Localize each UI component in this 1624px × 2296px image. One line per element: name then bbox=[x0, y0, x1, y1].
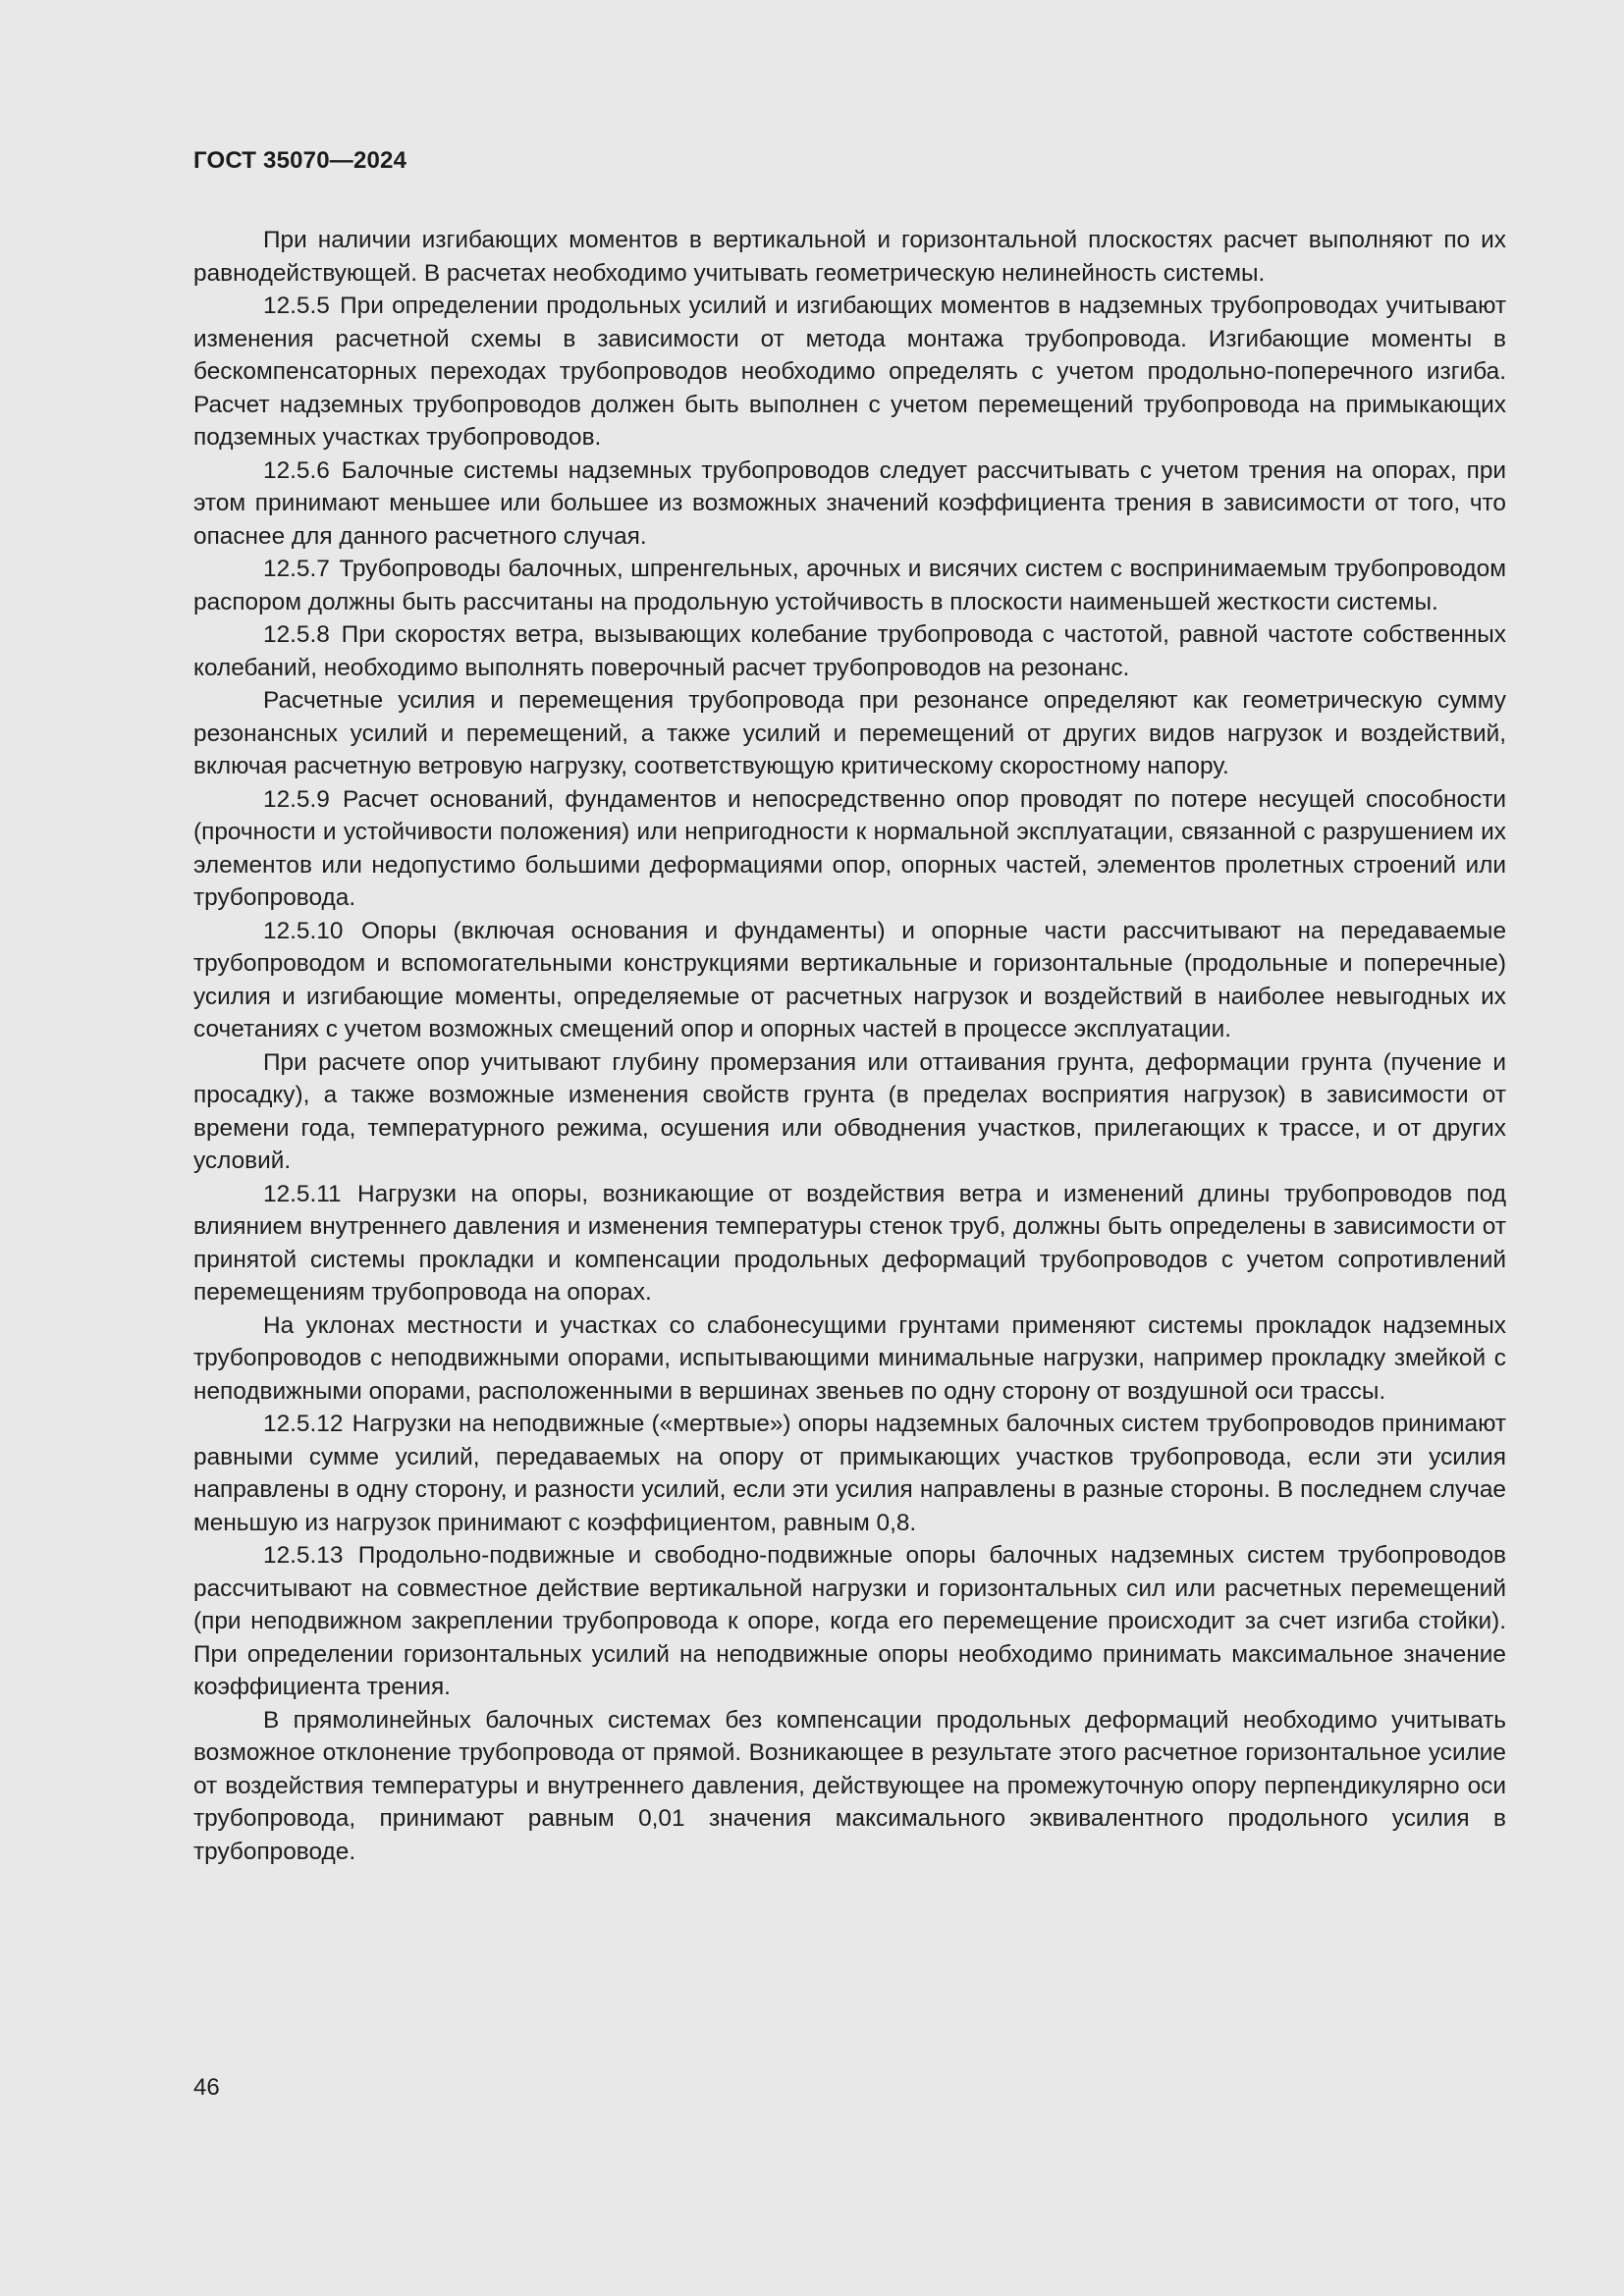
clause-number: 12.5.11 bbox=[263, 1180, 342, 1207]
paragraph bbox=[193, 1539, 1506, 1704]
clause-number: 12.5.9 bbox=[263, 785, 330, 813]
paragraph-text: В прямолинейных балочных системах без компенсации продольных деформаций необходимо учитывать возможное отклонение трубопровода от прямой. Возникающее в результате этого расчетное горизонтальное усилие от воздействия температуры и внутреннего давления, действующее на промежуточную опору перпендикулярно оси трубопровода, принимают равным 0,01 значения максимального эквивалентного продольного усилия в трубопроводе. bbox=[193, 1706, 1506, 1865]
paragraph-text: При скоростях ветра, вызывающих колебание трубопровода с частотой, равной частоте собственных колебаний, необходимо выполнять поверочный расчет трубопроводов на резонанс. bbox=[193, 621, 1506, 681]
paragraph bbox=[193, 783, 1506, 915]
paragraph-text: При расчете опор учитывают глубину промерзания или оттаивания грунта, деформации грунта (пучение и просадку), а также возможные изменения свойств грунта (в пределах восприятия нагрузок) в зависимости от времени года, температурного режима, осушения или обводнения участков, прилегающих к трассе, и от других условий. bbox=[193, 1048, 1506, 1174]
paragraph-text: Опоры (включая основания и фундаменты) и опорные части рассчитывают на передаваемые трубопроводом и вспомогательными конструкциями вертикальные и горизонтальные (продольные и поперечные) усилия и изгибающие моменты, определяемые от расчетных нагрузок и воздействий в наиболее невыгодных их сочетаниях с учетом возможных смещений опор и опорных частей в процессе эксплуатации. bbox=[193, 917, 1507, 1042]
clause-number: 12.5.12 bbox=[263, 1411, 344, 1437]
paragraph-text: Трубопроводы балочных, шпренгельных, арочных и висячих систем с воспринимаемым трубопроводом распором должны быть рассчитаны на продольную устойчивость в плоскости наименьшей жесткости системы. bbox=[193, 556, 1506, 615]
paragraph-text: Балочные системы надземных трубопроводов следует рассчитывать с учетом трения на опорах, при этом принимают меньшее или большее из возможных значений коэффициента трения в зависимости от того, что опаснее для данного расчетного случая. bbox=[193, 456, 1507, 550]
paragraph-text: Нагрузки на неподвижные («мертвые») опоры надземных балочных систем трубопроводов принимают равными сумме усилий, передаваемых на опору от примыкающих участков трубопровода, если эти усилия направлены в одну сторону, и разности усилий, если эти усилия направлены в разные стороны. В последнем случае меньшую из нагрузок принимают с коэффициентом, равным 0,8. bbox=[193, 1411, 1506, 1536]
paragraph bbox=[193, 454, 1506, 554]
paragraph bbox=[193, 618, 1506, 684]
clause-number: 12.5.5 bbox=[263, 293, 330, 319]
paragraph bbox=[193, 684, 1506, 783]
paragraph-text: При определении продольных усилий и изгибающих моментов в надземных трубопроводах учитывают изменения расчетной схемы в зависимости от метода монтажа трубопровода. Изгибающие моменты в бескомпенсаторных переходах трубопроводов необходимо определять с учетом продольно-поперечного изгиба. Расчет надземных трубопроводов должен быть выполнен с учетом перемещений трубопровода на примыкающих подземных участках трубопроводов. bbox=[193, 293, 1506, 451]
document-body bbox=[193, 224, 1506, 1868]
paragraph bbox=[193, 1178, 1506, 1309]
paragraph-text: При наличии изгибающих моментов в вертикальной и горизонтальной плоскостях расчет выполняют по их равнодействующей. В расчетах необходимо учитывать геометрическую нелинейность системы. bbox=[193, 227, 1506, 287]
page-number: 46 bbox=[193, 2074, 220, 2101]
document-header: ГОСТ 35070—2024 bbox=[193, 147, 407, 174]
paragraph-text: Расчетные усилия и перемещения трубопровода при резонансе определяют как геометрическую сумму резонансных усилий и перемещений, а также усилий и перемещений от других видов нагрузок и воздействий, включая расчетную ветровую нагрузку, соответствующую критическому скоростному напору. bbox=[193, 687, 1506, 779]
paragraph bbox=[193, 290, 1506, 454]
clause-number: 12.5.7 bbox=[263, 556, 330, 582]
paragraph bbox=[193, 1046, 1506, 1178]
paragraph bbox=[193, 915, 1506, 1046]
paragraph-text: На уклонах местности и участках со слабонесущими грунтами применяют системы прокладок надземных трубопроводов с неподвижными опорами, испытывающими минимальные нагрузки, например прокладку змейкой с неподвижными опорами, расположенными в вершинах звеньев по одну сторону от воздушной оси трассы. bbox=[193, 1311, 1506, 1405]
clause-number: 12.5.6 bbox=[263, 456, 330, 484]
paragraph-text: Продольно-подвижные и свободно-подвижные опоры балочных надземных систем трубопроводов рассчитывают на совместное действие вертикальной нагрузки и горизонтальных сил или расчетных перемещений (при неподвижном закреплении трубопровода к опоре, когда его перемещение происходит за счет изгиба стойки). При определении горизонтальных усилий на неподвижные опоры необходимо принимать максимальное значение коэффициента трения. bbox=[193, 1542, 1506, 1700]
clause-number: 12.5.10 bbox=[263, 917, 344, 944]
paragraph bbox=[193, 1704, 1506, 1869]
paragraph bbox=[193, 553, 1506, 618]
paragraph-text: Нагрузки на опоры, возникающие от воздействия ветра и изменений длины трубопроводов под влиянием внутреннего давления и изменения температуры стенок труб, должны быть определены в зависимости от принятой системы прокладки и компенсации продольных деформаций трубопроводов с учетом сопротивлений перемещениям трубопровода на опорах. bbox=[193, 1180, 1507, 1306]
paragraph bbox=[193, 1408, 1506, 1539]
paragraph-text: Расчет оснований, фундаментов и непосредственно опор проводят по потере несущей способности (прочности и устойчивости положения) или непригодности к нормальной эксплуатации, связанной с разрушением их элементов или недопустимо большими деформациями опор, опорных частей, элементов пролетных строений или трубопровода. bbox=[193, 785, 1507, 911]
clause-number: 12.5.13 bbox=[263, 1542, 344, 1569]
paragraph bbox=[193, 224, 1506, 290]
paragraph bbox=[193, 1309, 1506, 1409]
clause-number: 12.5.8 bbox=[263, 621, 330, 648]
